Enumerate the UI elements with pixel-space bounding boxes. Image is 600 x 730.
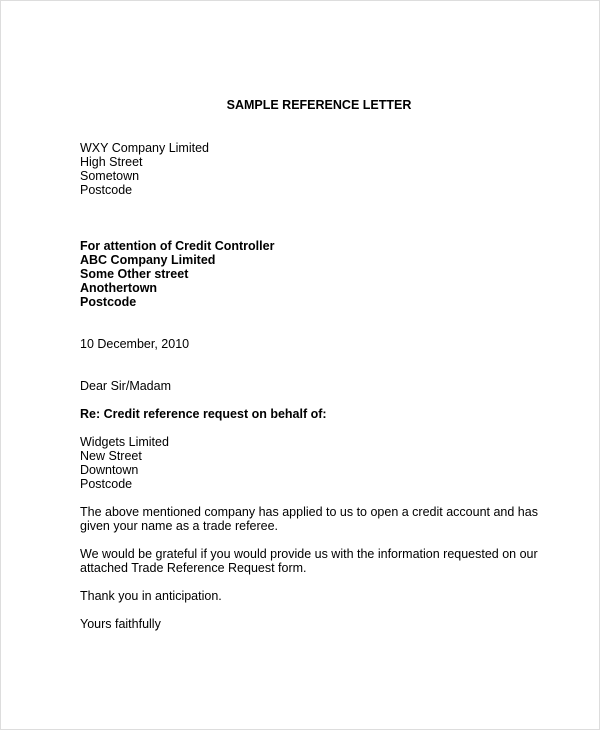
closing: Yours faithfully: [80, 617, 161, 631]
subject-company-line: Downtown: [80, 463, 139, 477]
sender-line: Sometown: [80, 169, 140, 183]
paragraph-1: [80, 505, 538, 533]
sender-address: [80, 141, 209, 197]
recipient-line: ABC Company Limited: [80, 253, 216, 267]
subject-line: Re: Credit reference request on behalf of:: [80, 407, 327, 421]
recipient-line: Postcode: [80, 295, 137, 309]
subject-company-line: Widgets Limited: [80, 435, 169, 449]
salutation: Dear Sir/Madam: [80, 379, 171, 393]
paragraph-line: We would be grateful if you would provide us with the information requested on our: [80, 547, 538, 561]
letter-date: 10 December, 2010: [80, 337, 190, 351]
sender-line: Postcode: [80, 183, 133, 197]
paragraph-3: Thank you in anticipation.: [80, 589, 222, 603]
recipient-address: [80, 239, 274, 309]
letter-title: SAMPLE REFERENCE LETTER: [226, 98, 412, 112]
subject-company-line: New Street: [80, 449, 142, 463]
paragraph-line: attached Trade Reference Request form.: [80, 561, 307, 575]
subject-company-line: Postcode: [80, 477, 133, 491]
sender-line: WXY Company Limited: [80, 141, 209, 155]
paragraph-line: given your name as a trade referee.: [80, 519, 279, 533]
recipient-line: For attention of Credit Controller: [80, 239, 275, 253]
paragraph-2: [80, 547, 538, 575]
subject-company-address: [80, 435, 169, 491]
recipient-line: Some Other street: [80, 267, 189, 281]
paragraph-line: The above mentioned company has applied to us to open a credit account and has: [80, 505, 538, 519]
recipient-line: Anothertown: [80, 281, 158, 295]
sender-line: High Street: [80, 155, 143, 169]
